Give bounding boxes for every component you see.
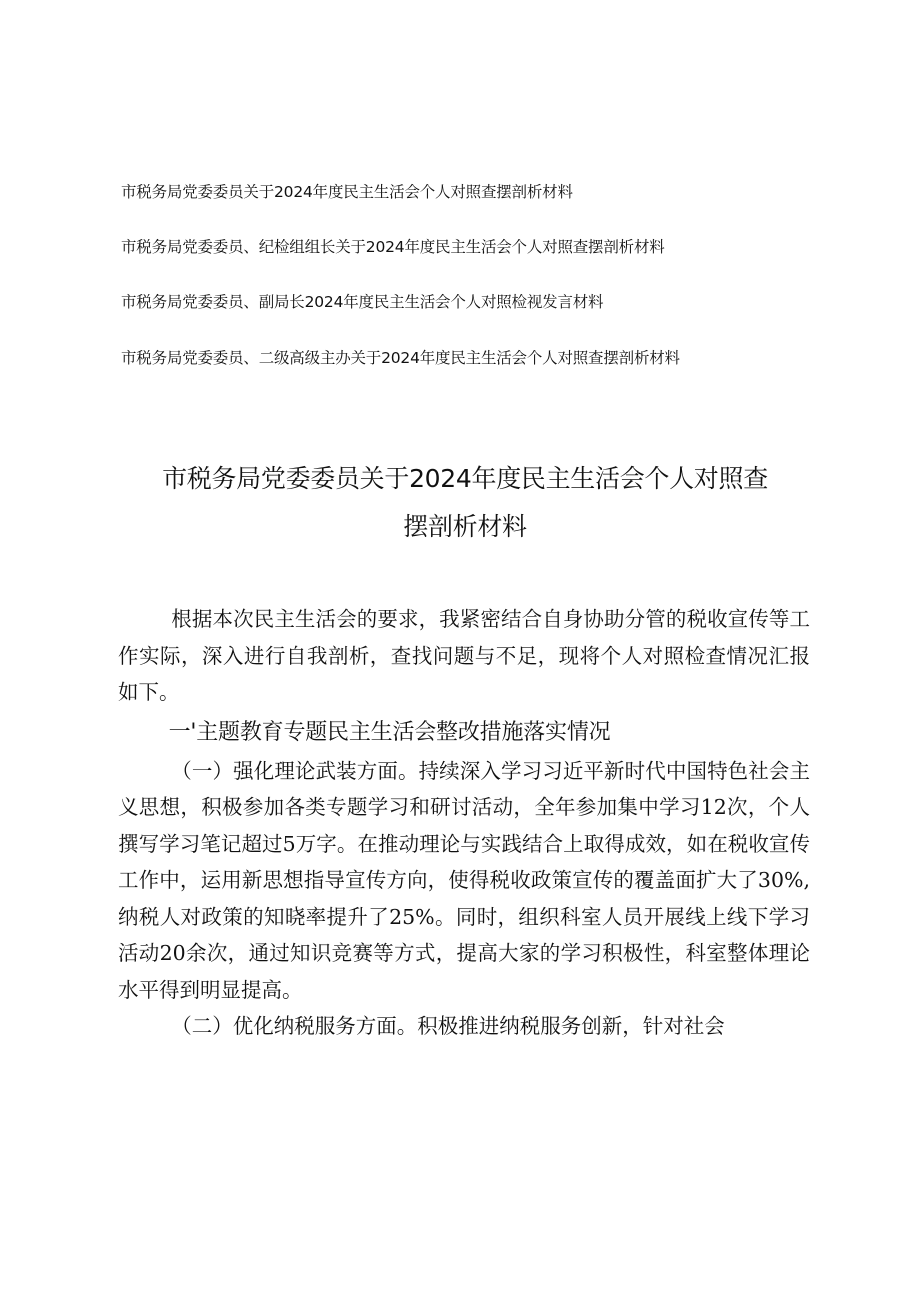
intro-paragraph: 根据本次民主生活会的要求，我紧密结合自身协助分管的税收宣传等工作实际，深入进行自我剖析，查找问题与不足，现将个人对照检查情况汇报如下。: [118, 607, 810, 704]
toc-item: 市税务局党委委员、纪检组组长关于2024年度民主生活会个人对照查摆剖析材料: [121, 238, 665, 256]
toc-item: 市税务局党委委员、二级高级主办关于2024年度民主生活会个人对照查摆剖析材料: [121, 349, 680, 367]
document-title-line-1: 市税务局党委委员关于2024年度民主生活会个人对照查: [162, 464, 768, 493]
document-title-line-2: 摆剖析材料: [403, 512, 527, 541]
document-body: [118, 601, 810, 1045]
toc-item: 市税务局党委委员关于2024年度民主生活会个人对照查摆剖析材料: [121, 183, 573, 201]
body-paragraph: （一）强化理论武装方面。持续深入学习习近平新时代中国特色社会主义思想，积极参加各类专题学习和研讨活动，全年参加集中学习12次，个人撰写学习笔记超过5万字。在推动理论与实践结合上取得成效，如在税收宣传工作中，运用新思想指导宣传方向，使得税收政策宣传的覆盖面扩大了30%,纳税人对政策的知晓率提升了25%。同时，组织科室人员开展线上线下学习活动20余次，通过知识竞赛等方式，提高大家的学习积极性，科室整体理论水平得到明显提高。: [118, 758, 810, 1002]
body-paragraph: （二）优化纳税服务方面。积极推进纳税服务创新，针对社会: [171, 1014, 725, 1038]
section-heading: 一'主题教育专题民主生活会整改措施落实情况: [168, 719, 611, 745]
toc-item: 市税务局党委委员、副局长2024年度民主生活会个人对照检视发言材料: [121, 293, 604, 311]
